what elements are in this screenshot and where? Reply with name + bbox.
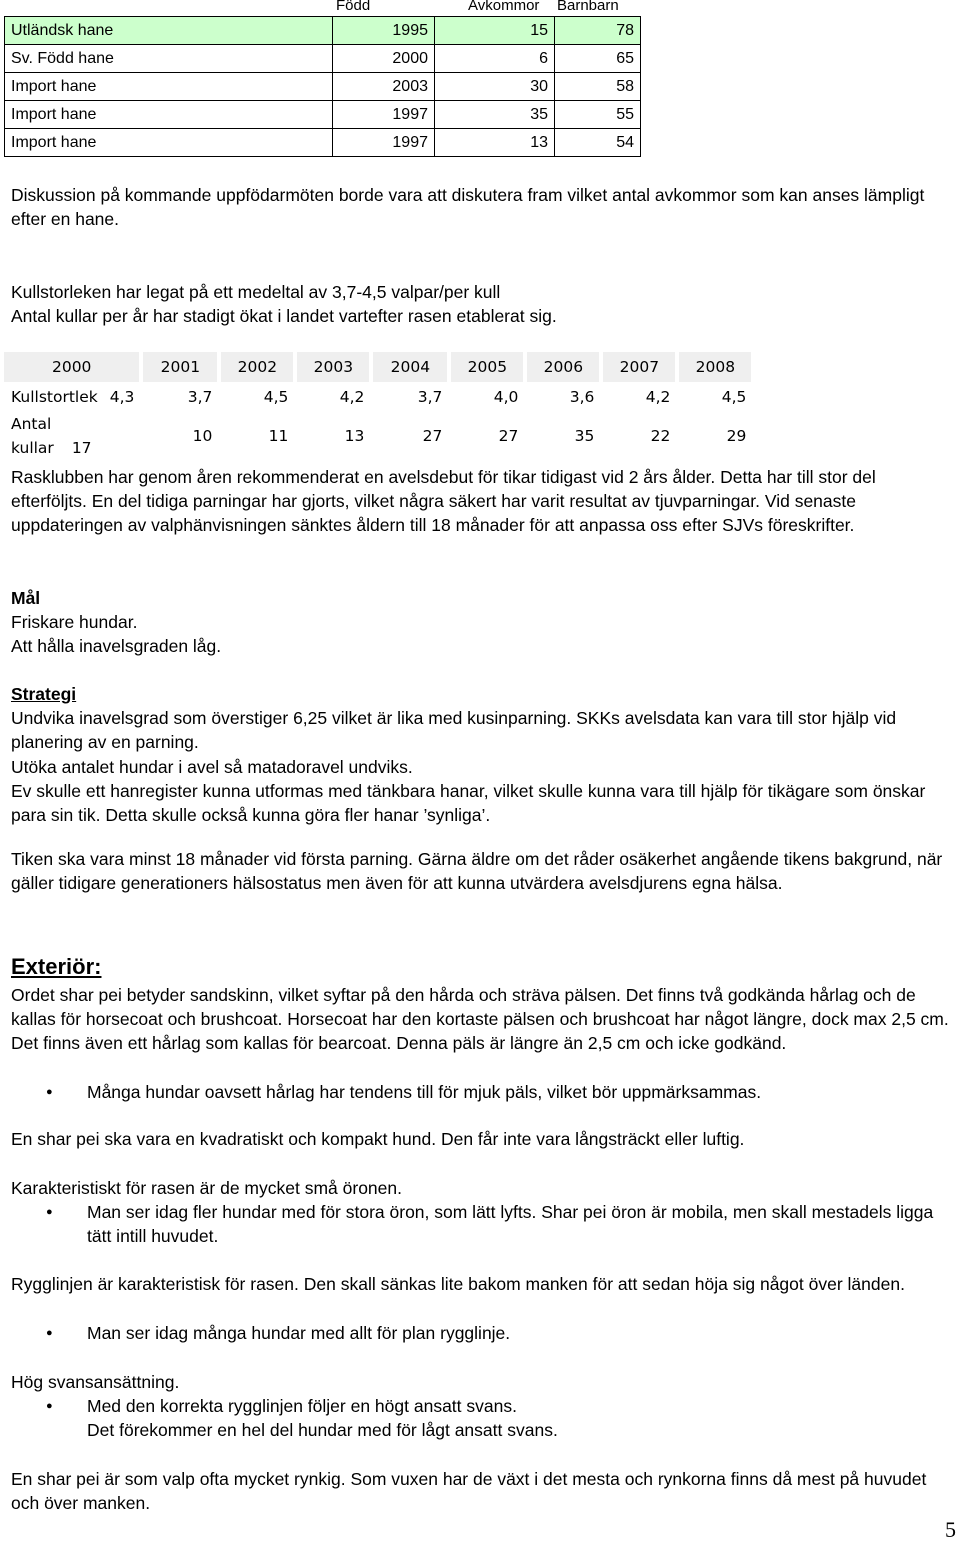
paragraph-rasklubben: Rasklubben har genom åren rekommenderat en avelsdebut för tikar tidigast vid 2 års ålder. Detta har till stor del efterföljts. En del tidiga parningar har gjorts, vilket några säkert har varit resultat av tjuvparningar. Vid senaste uppdateringen av valphänvisningen sänktes åldern till 18 månader för att anpassa oss efter SJVs föreskrifter. bbox=[11, 467, 876, 535]
col-header-avkommor: Avkommor bbox=[468, 0, 540, 14]
table-cell-avkommor: 35 bbox=[435, 101, 555, 129]
value-cell: 27 bbox=[498, 427, 519, 445]
value-cell: 4,2 bbox=[339, 388, 365, 406]
value-cell: 10 bbox=[192, 427, 213, 445]
table-cell-name: Import hane bbox=[5, 129, 333, 157]
table-cell-name: Utländsk hane bbox=[5, 17, 333, 45]
row-label-cell bbox=[4, 382, 141, 412]
table-cell-barnbarn: 78 bbox=[555, 17, 641, 45]
value-cell: 29 bbox=[726, 427, 747, 445]
table-cell-avkommor: 15 bbox=[435, 17, 555, 45]
table-row bbox=[5, 17, 641, 45]
table-cell-avkommor: 30 bbox=[435, 73, 555, 101]
strategi-paragraph-3: Ev skulle ett hanregister kunna utformas med tänkbara hanar, vilket skulle kunna vara till hjälp för tikägare som önskar para sin tik. Detta skulle också kunna göra fler hanar ’synliga’. bbox=[11, 781, 926, 825]
list-item: ● Många hundar oavsett hårlag har tendens till för mjuk päls, vilket bör uppmärksammas. bbox=[40, 1080, 960, 1104]
row-value-2000: 4,3 bbox=[109, 388, 135, 406]
table-row bbox=[5, 45, 641, 73]
row-label-cell bbox=[4, 412, 141, 460]
table-row bbox=[5, 101, 641, 129]
year-header-cell: 2001 bbox=[141, 352, 219, 382]
heading-strategi: Strategi bbox=[11, 684, 77, 704]
paragraph-diskussion: Diskussion på kommande uppfödarmöten borde vara att diskutera fram vilket antal avkommor som kan anses lämpligt efter en hane. bbox=[11, 185, 925, 229]
value-cell: 27 bbox=[422, 427, 443, 445]
mal-line-2: Att hålla inavelsgraden låg. bbox=[11, 636, 222, 656]
strategi-paragraph-1: Undvika inavelsgrad som överstiger 6,25 vilket är lika med kusinparning. SKKs avelsdata kan vara till stor hjälp vid planering av en parning. bbox=[11, 708, 897, 752]
row-label: Kullstortlek bbox=[11, 388, 98, 406]
year-header-cell: 2006 bbox=[525, 352, 601, 382]
value-cell: 35 bbox=[574, 427, 595, 445]
table-cell-barnbarn: 58 bbox=[555, 73, 641, 101]
list-item: ● Man ser idag fler hundar med för stora öron, som lätt lyfts. Shar pei öron är mobila, men skall mestadels ligga tätt intill huvudet. bbox=[40, 1200, 960, 1248]
value-cell: 11 bbox=[268, 427, 289, 445]
exterior-paragraph-4: Rygglinjen är karakteristisk för rasen. Den skall sänkas lite bakom manken för att sedan höja sig något över länden. bbox=[11, 1274, 905, 1294]
value-cell: 22 bbox=[650, 427, 671, 445]
exterior-bullet-list-3 bbox=[40, 1321, 960, 1345]
value-cell: 3,6 bbox=[569, 388, 595, 406]
exterior-bullet-list-4 bbox=[40, 1394, 960, 1418]
table-cell-barnbarn: 54 bbox=[555, 129, 641, 157]
value-cell: 4,5 bbox=[721, 388, 747, 406]
list-item: ● Med den korrekta rygglinjen följer en högt ansatt svans. bbox=[40, 1394, 960, 1418]
kull-table bbox=[4, 352, 755, 460]
paragraph-tiken: Tiken ska vara minst 18 månader vid första parning. Gärna äldre om det råder osäkerhet angående tikens bakgrund, när gäller tidigare generationers hälsostatus men även för att kunna utvärdera avelsdjurens egna hälsa. bbox=[11, 849, 943, 893]
table-cell-fodd: 1995 bbox=[333, 17, 435, 45]
exterior-bullet-list-1 bbox=[40, 1080, 960, 1104]
exterior-paragraph-6: En shar pei är som valp ofta mycket rynkig. Som vuxen har de växt i det mesta och rynkorna finns då mest på huvudet och över manken. bbox=[11, 1469, 927, 1513]
table-header-row bbox=[4, 352, 753, 382]
strategi-paragraph-2: Utöka antalet hundar i avel så matadoravel undviks. bbox=[11, 757, 413, 777]
paragraph-kullstorlek: Kullstorleken har legat på ett medeltal av 3,7-4,5 valpar/per kull bbox=[11, 282, 501, 302]
exterior-paragraph-3: Karakteristiskt för rasen är de mycket små öronen. bbox=[11, 1178, 402, 1198]
col-header-fodd: Född bbox=[336, 0, 371, 14]
year-header-cell: 2004 bbox=[371, 352, 449, 382]
value-cell: 4,0 bbox=[493, 388, 519, 406]
col-header-barnbarn: Barnbarn bbox=[557, 0, 619, 14]
list-item: ● Man ser idag många hundar med allt för plan rygglinje. bbox=[40, 1321, 960, 1345]
value-cell: 3,7 bbox=[417, 388, 443, 406]
table-cell-fodd: 1997 bbox=[333, 101, 435, 129]
table-row bbox=[5, 73, 641, 101]
table-cell-name: Sv. Född hane bbox=[5, 45, 333, 73]
table-cell-fodd: 2000 bbox=[333, 45, 435, 73]
year-header-cell: 2008 bbox=[677, 352, 753, 382]
value-cell: 13 bbox=[344, 427, 365, 445]
exterior-paragraph-5: Hög svansansättning. bbox=[11, 1372, 180, 1392]
table-cell-avkommor: 6 bbox=[435, 45, 555, 73]
table-row bbox=[5, 129, 641, 157]
exterior-bullet-continuation: Det förekommer en hel del hundar med för lågt ansatt svans. bbox=[87, 1420, 558, 1440]
year-header-cell: 2000 bbox=[4, 352, 141, 382]
table-row bbox=[4, 382, 753, 412]
table-cell-barnbarn: 65 bbox=[555, 45, 641, 73]
year-header-cell: 2003 bbox=[295, 352, 371, 382]
year-header-cell: 2002 bbox=[219, 352, 295, 382]
year-header-cell: 2005 bbox=[449, 352, 525, 382]
exterior-bullet-list-2 bbox=[40, 1200, 960, 1248]
table-cell-fodd: 2003 bbox=[333, 73, 435, 101]
row-label: Antal kullar bbox=[11, 415, 54, 457]
year-header-cell: 2007 bbox=[601, 352, 677, 382]
heading-exterior: Exteriör: bbox=[11, 954, 102, 979]
table-cell-barnbarn: 55 bbox=[555, 101, 641, 129]
value-cell: 4,2 bbox=[645, 388, 671, 406]
mal-line-1: Friskare hundar. bbox=[11, 612, 138, 632]
heading-mal: Mål bbox=[11, 588, 41, 608]
value-cell: 4,5 bbox=[263, 388, 289, 406]
exterior-paragraph-2: En shar pei ska vara en kvadratiskt och kompakt hund. Den får inte vara långsträckt eller luftig. bbox=[11, 1129, 745, 1149]
table-cell-name: Import hane bbox=[5, 73, 333, 101]
row-value-2000: 17 bbox=[71, 439, 92, 457]
table-cell-name: Import hane bbox=[5, 101, 333, 129]
value-cell: 3,7 bbox=[187, 388, 213, 406]
table-cell-avkommor: 13 bbox=[435, 129, 555, 157]
hanar-table bbox=[4, 16, 641, 157]
table-row bbox=[4, 412, 753, 460]
table-cell-fodd: 1997 bbox=[333, 129, 435, 157]
exterior-paragraph-1: Ordet shar pei betyder sandskinn, vilket syftar på den hårda och sträva pälsen. Det finns två godkända hårlag och de kallas för horsecoat och brushcoat. Horsecoat har den kortaste pälsen och brushcoat har något längre, dock max 2,5 cm. Det finns även ett hårlag som kallas för bearcoat. Denna päls är längre än 2,5 cm och icke godkänd. bbox=[11, 985, 949, 1053]
page-number: 5 bbox=[945, 1517, 956, 1542]
paragraph-antal-kullar: Antal kullar per år har stadigt ökat i landet vartefter rasen etablerat sig. bbox=[11, 306, 557, 326]
